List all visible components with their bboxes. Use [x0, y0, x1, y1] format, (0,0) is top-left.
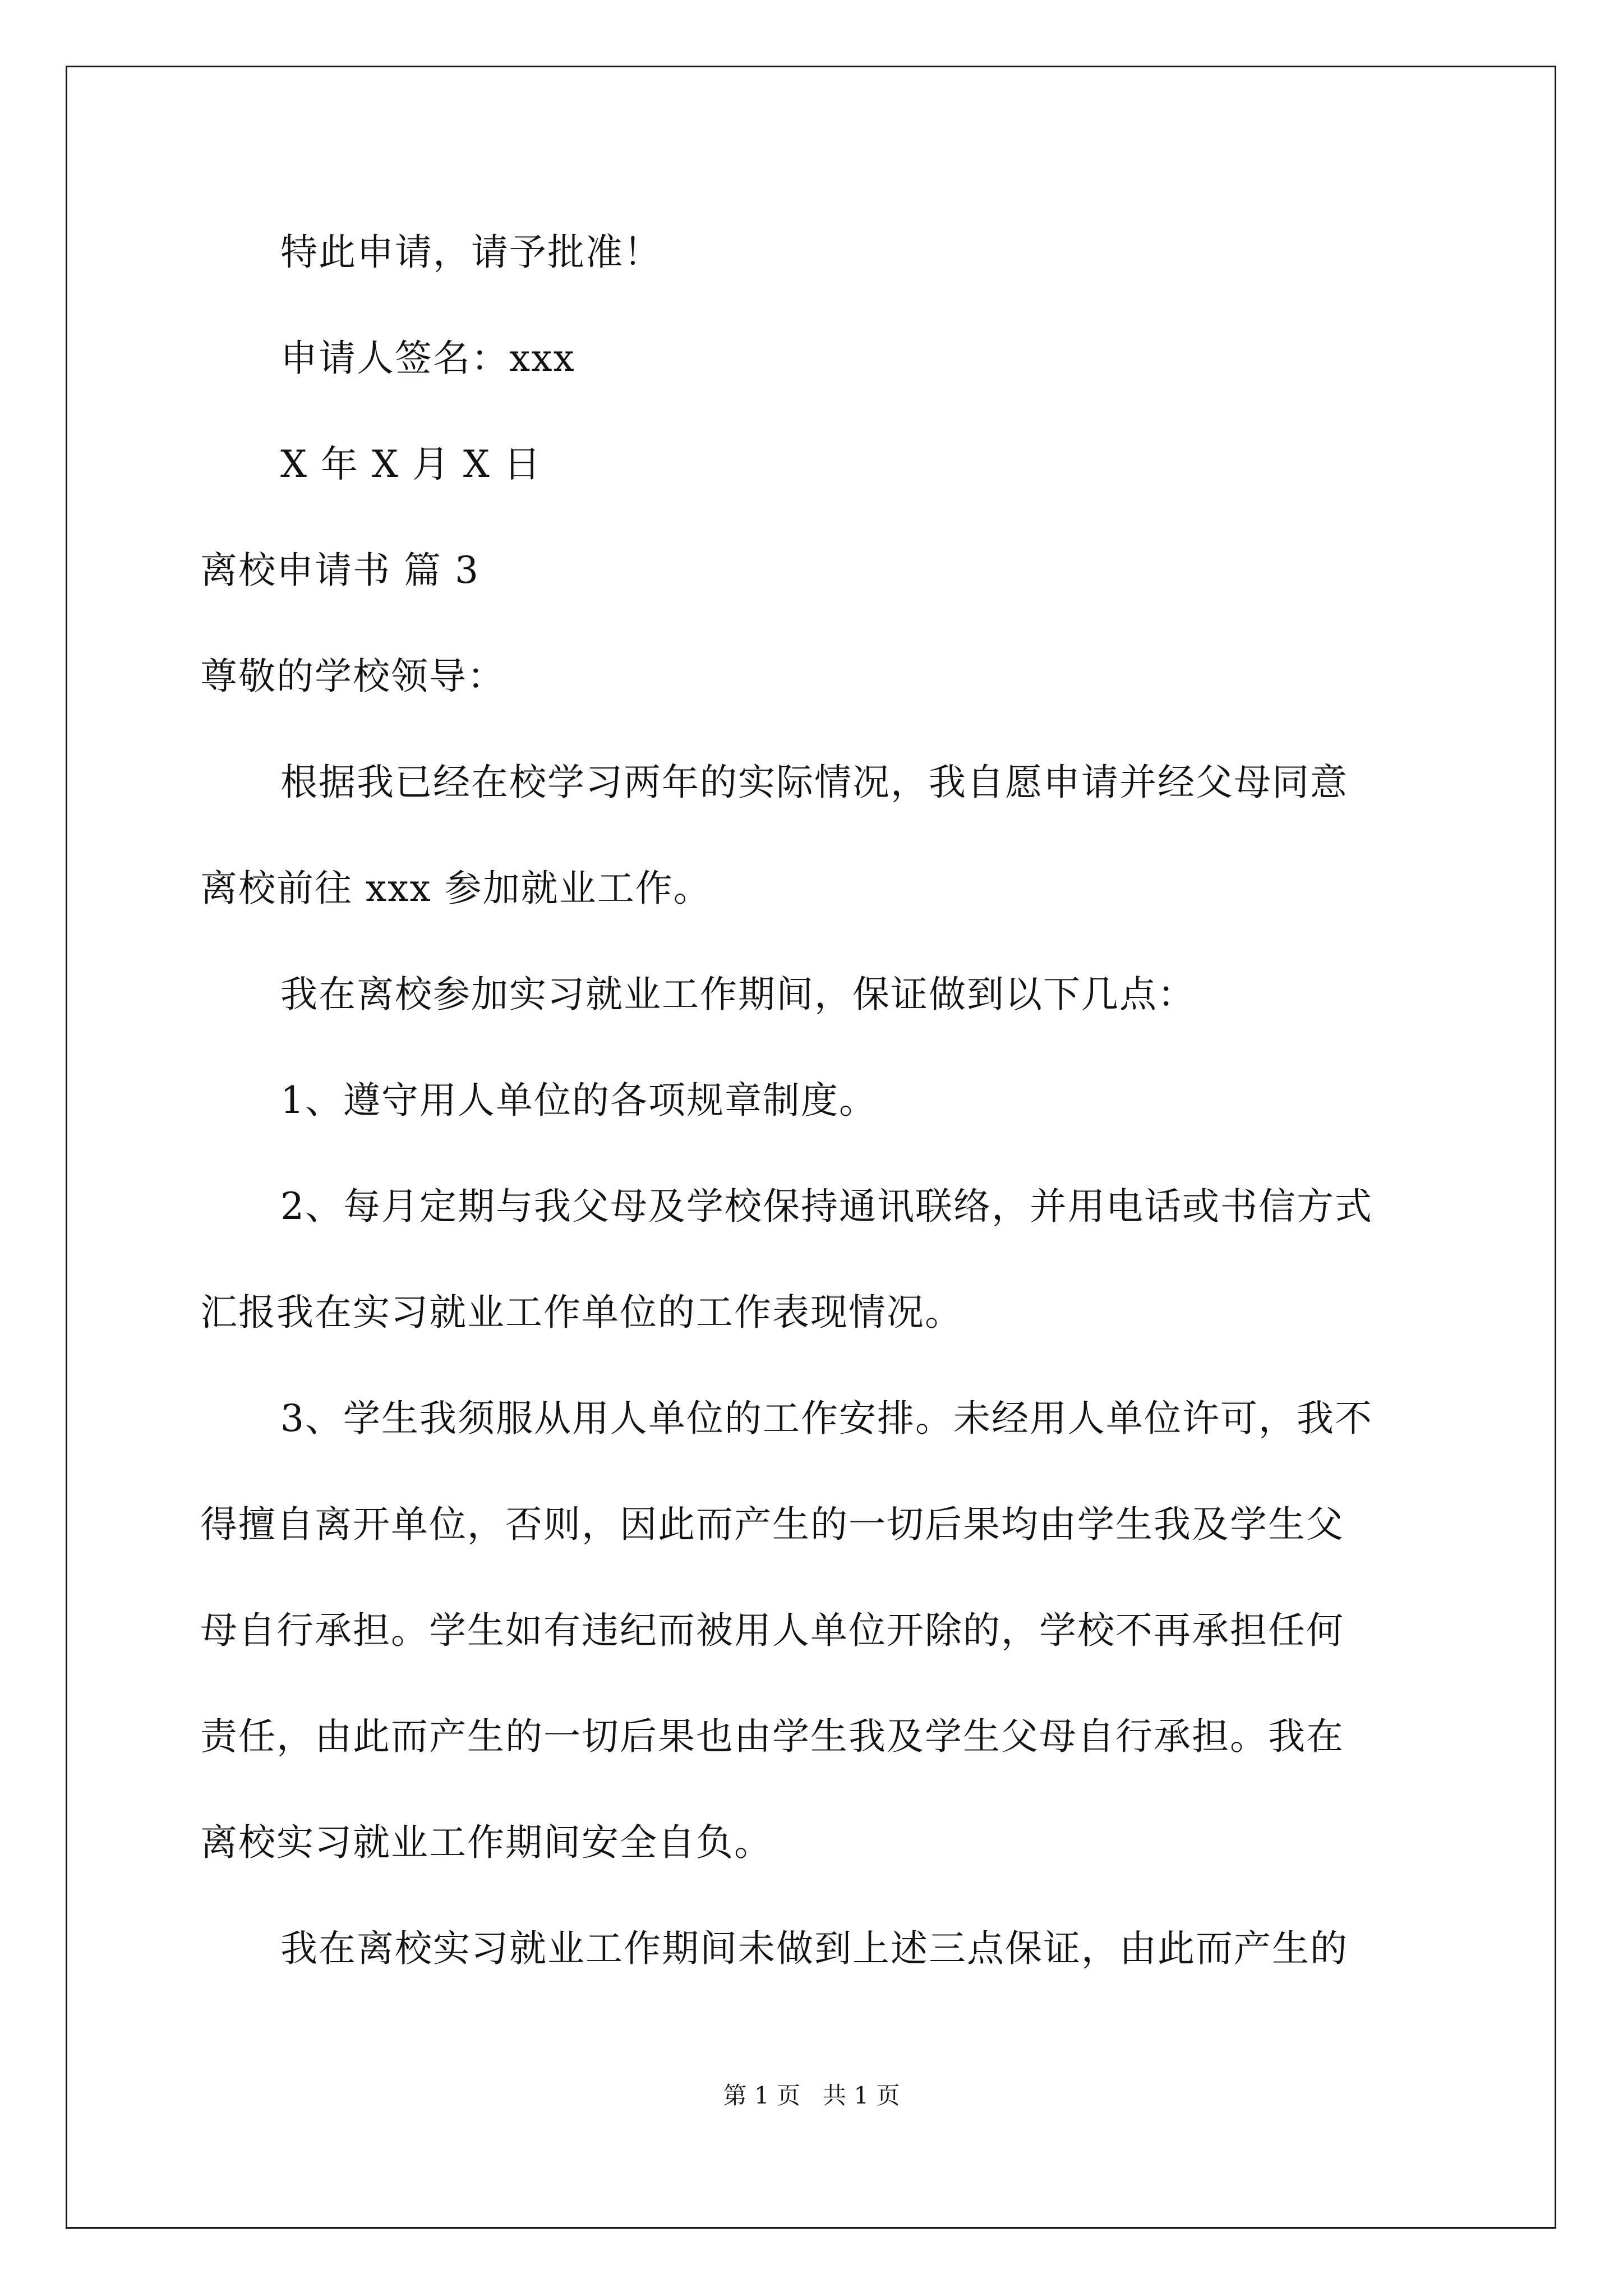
- closing-request-line: 特此申请，请予批准！: [280, 231, 662, 274]
- list-item-3: 3、学生我须服从用人单位的工作安排。未经用人单位许可，我不: [280, 1397, 1373, 1440]
- body-line: 根据我已经在校学习两年的实际情况，我自愿申请并经父母同意: [280, 761, 1348, 804]
- list-item-1: 1、遵守用人单位的各项规章制度。: [280, 1079, 877, 1122]
- body-line: 离校前往 xxx 参加就业工作。: [200, 867, 712, 910]
- list-item-3-cont: 责任，由此而产生的一切后果也由学生我及学生父母自行承担。我在: [200, 1715, 1344, 1758]
- list-item-3-cont: 母自行承担。学生如有违纪而被用人单位开除的，学校不再承担任何: [200, 1609, 1344, 1652]
- page-border: [66, 66, 1556, 2229]
- list-item-2-cont: 汇报我在实习就业工作单位的工作表现情况。: [200, 1291, 963, 1334]
- list-item-3-cont: 得擅自离开单位，否则，因此而产生的一切后果均由学生我及学生父: [200, 1503, 1344, 1546]
- section-heading: 离校申请书 篇 3: [200, 549, 479, 592]
- body-line: 我在离校参加实习就业工作期间，保证做到以下几点：: [280, 973, 1196, 1016]
- list-item-2: 2、每月定期与我父母及学校保持通讯联络，并用电话或书信方式: [280, 1185, 1373, 1228]
- signature-line: 申请人签名：xxx: [280, 337, 575, 380]
- body-line: 我在离校实习就业工作期间未做到上述三点保证，由此而产生的: [280, 1927, 1348, 1970]
- salutation: 尊敬的学校领导：: [200, 655, 505, 698]
- page-footer: 第 1 页 共 1 页: [723, 2082, 900, 2109]
- date-line: X 年 X 月 X 日: [280, 443, 542, 486]
- list-item-3-cont: 离校实习就业工作期间安全自负。: [200, 1821, 772, 1864]
